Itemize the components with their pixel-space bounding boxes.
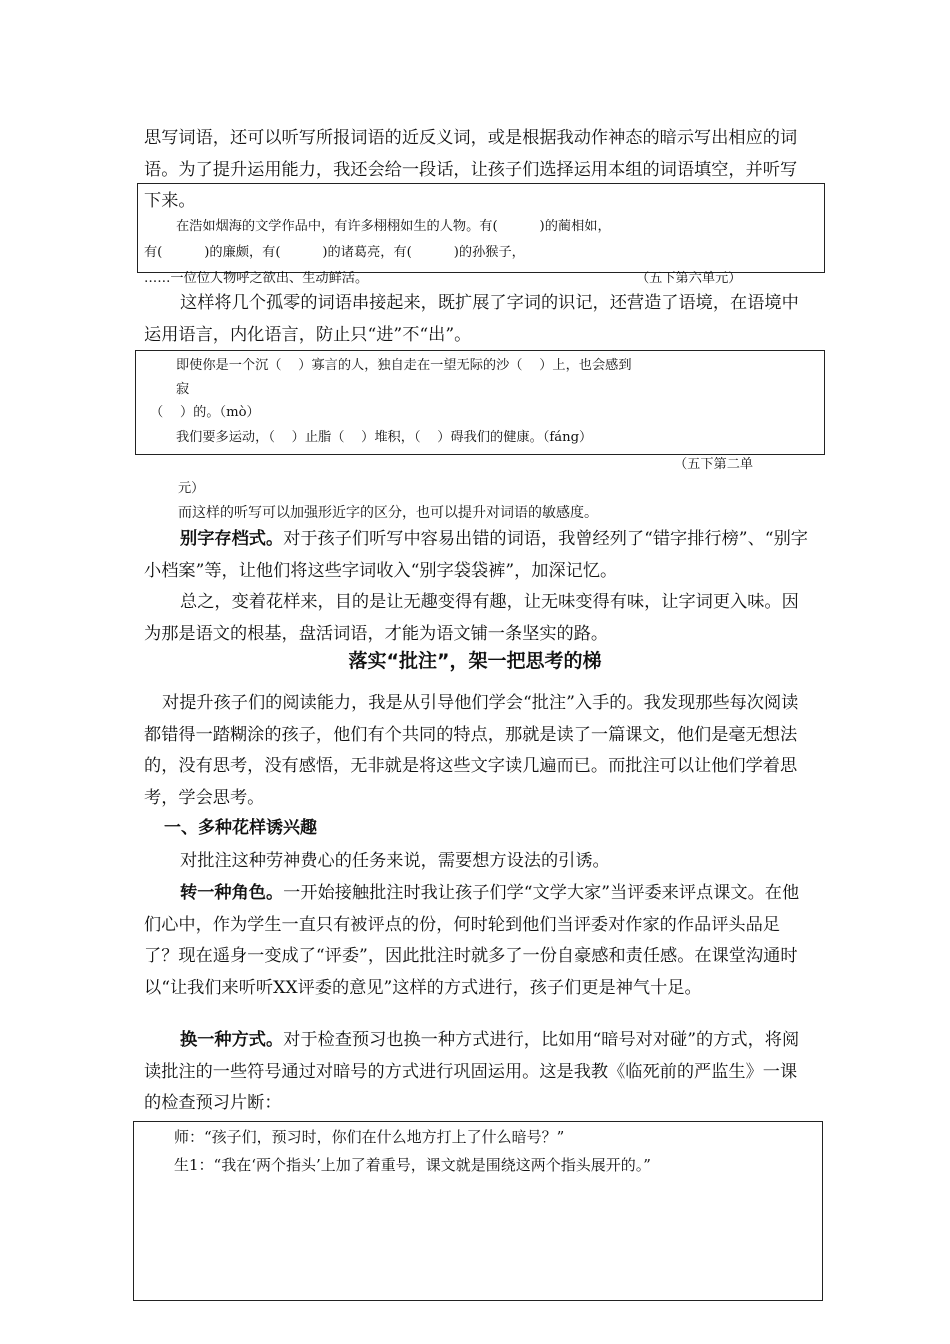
example-box-line: 寂 [176,382,190,397]
paragraph-error-archive: 别字存档式。对于孩子们听写中容易出错的词语，我曾经列了“错字排行榜”、“别字小档案”等，让他们将这些字词收入“别字袋袋裤”，加深记忆。 [144,529,808,581]
paragraph-context-explanation: 这样将几个孤零的词语串接起来，既扩展了字词的识记，还营造了语境，在语境中运用语言，内化语言，防止只“进”不“出”。 [144,293,799,345]
paragraph-annotation-intro: 对提升孩子们的阅读能力，我是从引导他们学会“批注”入手的。我发现那些每次阅读都错得一踏糊涂的孩子，他们有个共同的特点，那就是读了一篇课文，他们是毫无想法的，没有思考，没有感悟，无非就是将这些文字读几遍而已。而批注可以让他们学着思考，学会思考。 [144,693,799,808]
section-title: 落实“批注”，架一把思考的梯 [348,650,602,672]
example-box-line: 即使你是一个沉（ ）寡言的人，独自走在一望无际的沙（ ）上，也会感到 [176,358,632,373]
paragraph-note: 而这样的听写可以加强形近字的区分，也可以提升对词语的敏感度。 [178,505,598,521]
example-source-label: 元） [178,481,205,496]
subsection-heading: 一、多种花样诱兴趣 [164,818,317,838]
example-source-label: （五下第六单元） [636,271,742,286]
dialogue-teacher-line: 师：“孩子们，预习时，你们在什么地方打上了什么暗号？” [174,1128,565,1146]
example-box-line: 我们要多运动，（ ）止脂（ ）堆积，（ ）碍我们的健康。（fáng） [176,430,593,445]
paragraph-summary: 总之，变着花样来，目的是让无趣变得有趣，让无味变得有味，让字词更入味。因为那是语文的根基，盘活词语，才能为语文铺一条坚实的路。 [144,592,799,644]
example-box-line: ……一位位人物呼之欲出、生动鲜活。 [144,271,369,286]
example-box-line: （ ）的。（mò） [150,405,260,420]
paragraph-lure: 对批注这种劳神费心的任务来说，需要想方设法的引诱。 [180,851,610,871]
paragraph-change-role: 转一种角色。一开始接触批注时我让孩子们学“文学大家”当评委来评点课文。在他们心中，作为学生一直只有被评点的份，何时轮到他们当评委对作家的作品评头品足了？现在遥身一变成了“评委”，因此批注时就多了一份自豪感和责任感。在课堂沟通时以“让我们来听听XX评委的意见”这样的方式进行，孩子们更是神气十足。 [144,883,800,998]
example-box-line: 有( )的廉颇，有( )的诸葛亮，有( )的孙猴子， [144,245,525,260]
dialogue-student-line: 生1：“我在‘两个指头’上加了着重号，课文就是围绕这两个指头展开的。” [174,1156,651,1174]
example-source-label: （五下第二单 [674,457,754,472]
paragraph-change-method: 换一种方式。对于检查预习也换一种方式进行，比如用“暗号对对碰”的方式，将阅读批注的一些符号通过对暗号的方式进行巩固运用。这是我教《临死前的严监生》一课的检查预习片断： [144,1030,800,1113]
paragraph-dictation-methods: 思写词语，还可以听写所报词语的近反义词，或是根据我动作神态的暗示写出相应的词语。为了提升运用能力，我还会给一段话，让孩子们选择运用本组的词语填空，并听写下来。 [144,128,798,211]
example-box-line: 在浩如烟海的文学作品中，有许多栩栩如生的人物。有( )的蔺相如， [176,219,611,234]
